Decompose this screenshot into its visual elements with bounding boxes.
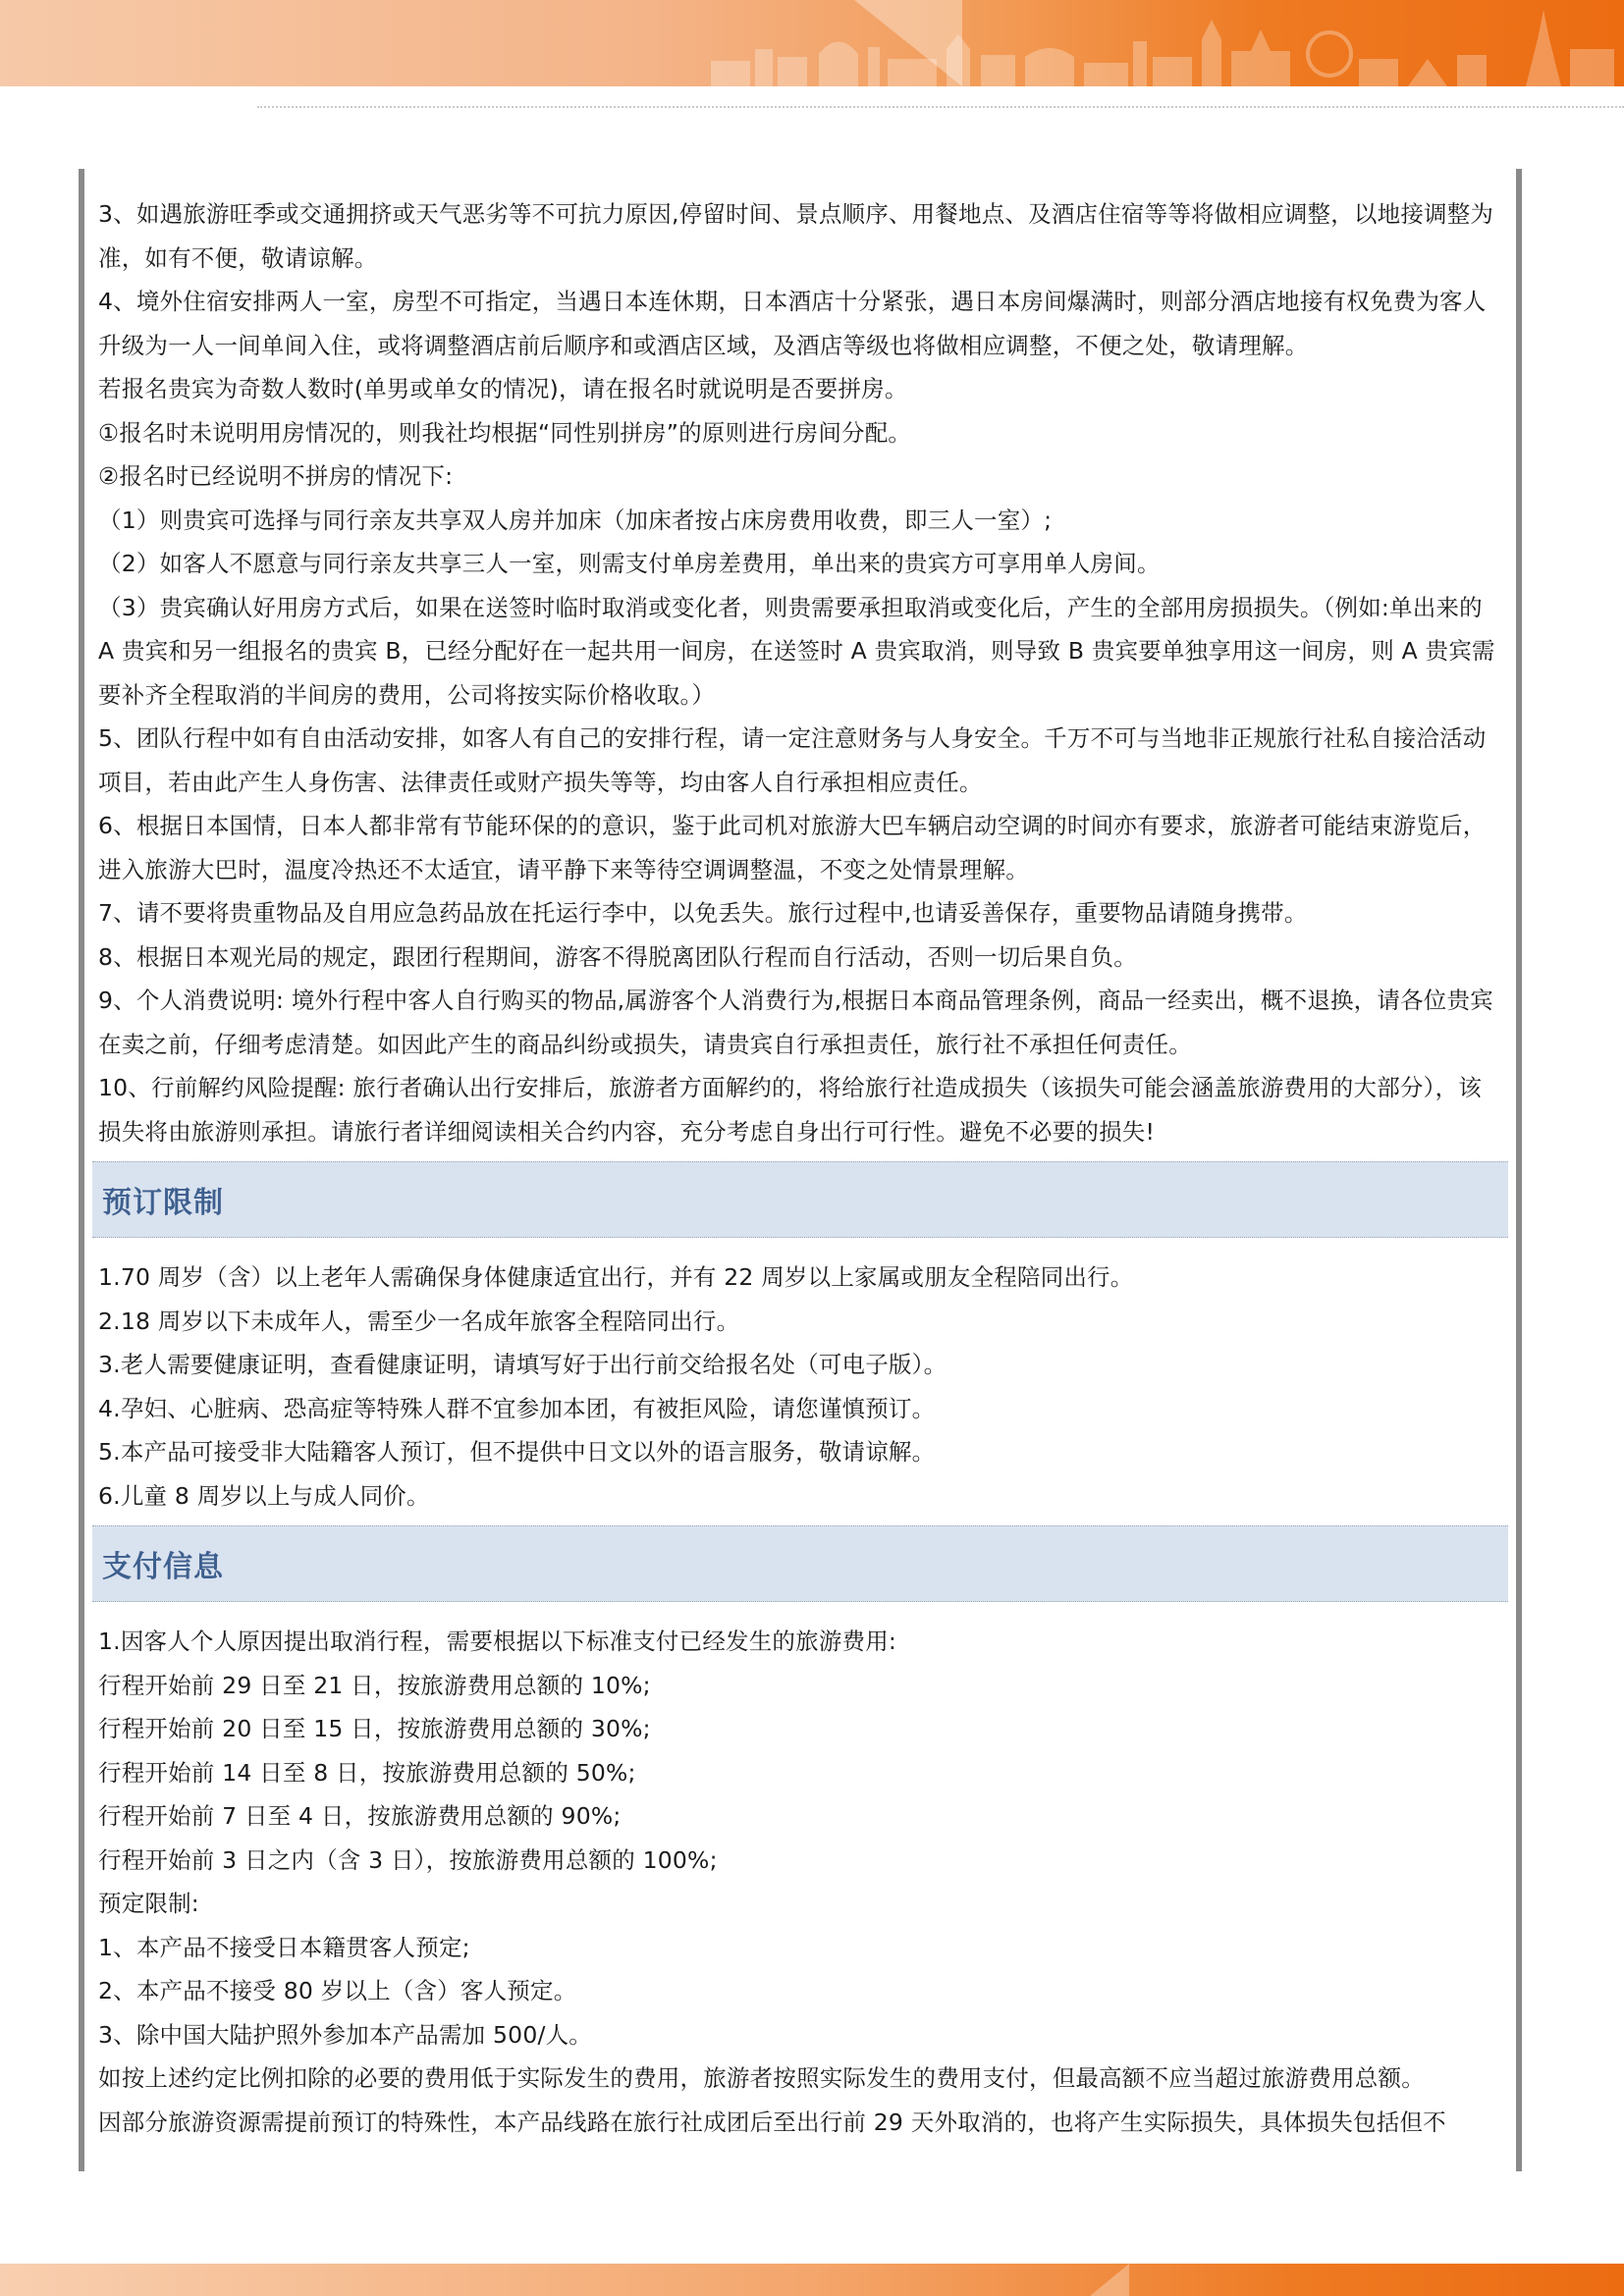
payment-list [92,1602,1508,2144]
note-item: （1）则贵宾可选择与同行亲友共享双人房并加床（加床者按占床房费用收费，即三人一室）; [98,506,1053,534]
payment-item: 行程开始前 7 日至 4 日，按旅游费用总额的 90%; [98,1802,622,1830]
payment-item: 1、本产品不接受日本籍贯客人预定; [98,1933,470,1961]
payment-section-title: 支付信息 [102,1550,224,1584]
note-item: （2）如客人不愿意与同行亲友共享三人一室，则需支付单房差费用，单出来的贵宾方可享用单人房间。 [98,550,1161,577]
content-frame [79,169,1522,2171]
booking-item: 1.70 周岁（含）以上老年人需确保身体健康适宜出行，并有 22 周岁以上家属或朋友全程陪同出行。 [98,1263,1134,1291]
note-item: 4、境外住宿安排两人一室，房型不可指定，当遇日本连休期，日本酒店十分紧张，遇日本房间爆满时，则部分酒店地接有权免费为客人升级为一人一间单间入住，或将调整酒店前后顺序和或酒店区域，及酒店等级也将做相应调整，不便之处，敬请理解。 [98,288,1487,359]
booking-item: 5.本产品可接受非大陆籍客人预订，但不提供中日文以外的语言服务，敬请谅解。 [98,1438,936,1466]
notes-section [92,169,1508,1153]
payment-item: 行程开始前 3 日之内（含 3 日），按旅游费用总额的 100%; [98,1845,718,1874]
note-item: 6、根据日本国情，日本人都非常有节能环保的的意识，鉴于此司机对旅游大巴车辆启动空调的时间亦有要求，旅游者可能结束游览后，进入旅游大巴时，温度冷热还不太适宜，请平静下来等待空调调整温，不变之处情景理解。 [98,812,1487,883]
note-item: 若报名贵宾为奇数人数时(单男或单女的情况)，请在报名时就说明是否要拼房。 [98,375,908,402]
note-item: （3）贵宾确认好用房方式后，如果在送签时临时取消或变化者，则贵需要承担取消或变化后，产生的全部用房损损失。（例如:单出来的 A 贵宾和另一组报名的贵宾 B，已经分配好在一起共用一间房，在送签时 A 贵宾取消，则导致 B 贵宾要单独享用这一间房，则 A 贵宾需要补齐全程取消的半间房的费用，公司将按实际价格收取。） [98,593,1495,709]
payment-item: 2、本产品不接受 80 岁以上（含）客人预定。 [98,1977,577,2004]
note-item: 3、如遇旅游旺季或交通拥挤或天气恶劣等不可抗力原因,停留时间、景点顺序、用餐地点、及酒店住宿等等将做相应调整，以地接调整为准，如有不便，敬请谅解。 [98,200,1494,272]
header-banner [0,0,1624,86]
note-item: 10、行前解约风险提醒: 旅行者确认出行安排后，旅游者方面解约的，将给旅行社造成损失（该损失可能会涵盖旅游费用的大部分），该损失将由旅游则承担。请旅行者详细阅读相关合约内容，充分考虑自身出行可行性。避免不必要的损失! [98,1074,1482,1146]
payment-item: 行程开始前 29 日至 21 日，按旅游费用总额的 10%; [98,1671,651,1699]
footer-banner [0,2264,1624,2296]
payment-item: 因部分旅游资源需提前预订的特殊性，本产品线路在旅行社成团后至出行前 29 天外取消的，也将产生实际损失，具体损失包括但不 [98,2108,1446,2136]
payment-item: 1.因客人个人原因提出取消行程，需要根据以下标准支付已经发生的旅游费用: [98,1628,897,1655]
city-skyline-illustration [701,0,1624,86]
booking-section-title: 预订限制 [102,1186,224,1220]
note-item: ②报名时已经说明不拼房的情况下: [98,462,454,490]
booking-item: 2.18 周岁以下未成年人，需至少一名成年旅客全程陪同出行。 [98,1307,740,1335]
note-item: 7、请不要将贵重物品及自用应急药品放在托运行李中，以免丢失。旅行过程中,也请妥善保存，重要物品请随身携带。 [98,899,1308,927]
booking-section-header [92,1161,1508,1238]
header-divider [257,106,1624,108]
payment-section-header [92,1525,1508,1602]
payment-item: 行程开始前 20 日至 15 日，按旅游费用总额的 30%; [98,1715,651,1742]
note-item: ①报名时未说明用房情况的，则我社均根据“同性别拼房”的原则进行房间分配。 [98,418,912,447]
payment-item: 行程开始前 14 日至 8 日，按旅游费用总额的 50%; [98,1758,636,1787]
footer-accent-shape [1090,2264,1129,2296]
note-item: 8、根据日本观光局的规定，跟团行程期间，游客不得脱离团队行程而自行活动，否则一切后果自负。 [98,942,1137,971]
payment-item: 预定限制: [98,1890,199,1917]
booking-item: 4.孕妇、心脏病、恐高症等特殊人群不宜参加本团，有被拒风险，请您谨慎预订。 [98,1394,936,1422]
note-item: 5、团队行程中如有自由活动安排，如客人有自己的安排行程，请一定注意财务与人身安全。千万不可与当地非正规旅行社私自接洽活动项目，若由此产生人身伤害、法律责任或财产损失等等，均由客人自行承担相应责任。 [98,724,1487,796]
booking-item: 3.老人需要健康证明，查看健康证明，请填写好于出行前交给报名处（可电子版）。 [98,1351,947,1378]
note-item: 9、个人消费说明: 境外行程中客人自行购买的物品,属游客个人消费行为,根据日本商品管理条例，商品一经卖出，概不退换，请各位贵宾在卖之前，仔细考虑清楚。如因此产生的商品纠纷或损失，请贵宾自行承担责任，旅行社不承担任何责任。 [98,987,1493,1058]
payment-item: 如按上述约定比例扣除的必要的费用低于实际发生的费用，旅游者按照实际发生的费用支付，但最高额不应当超过旅游费用总额。 [98,2064,1425,2092]
booking-list [92,1238,1508,1518]
booking-item: 6.儿童 8 周岁以上与成人同价。 [98,1481,430,1510]
payment-item: 3、除中国大陆护照外参加本产品需加 500/人。 [98,2020,592,2049]
